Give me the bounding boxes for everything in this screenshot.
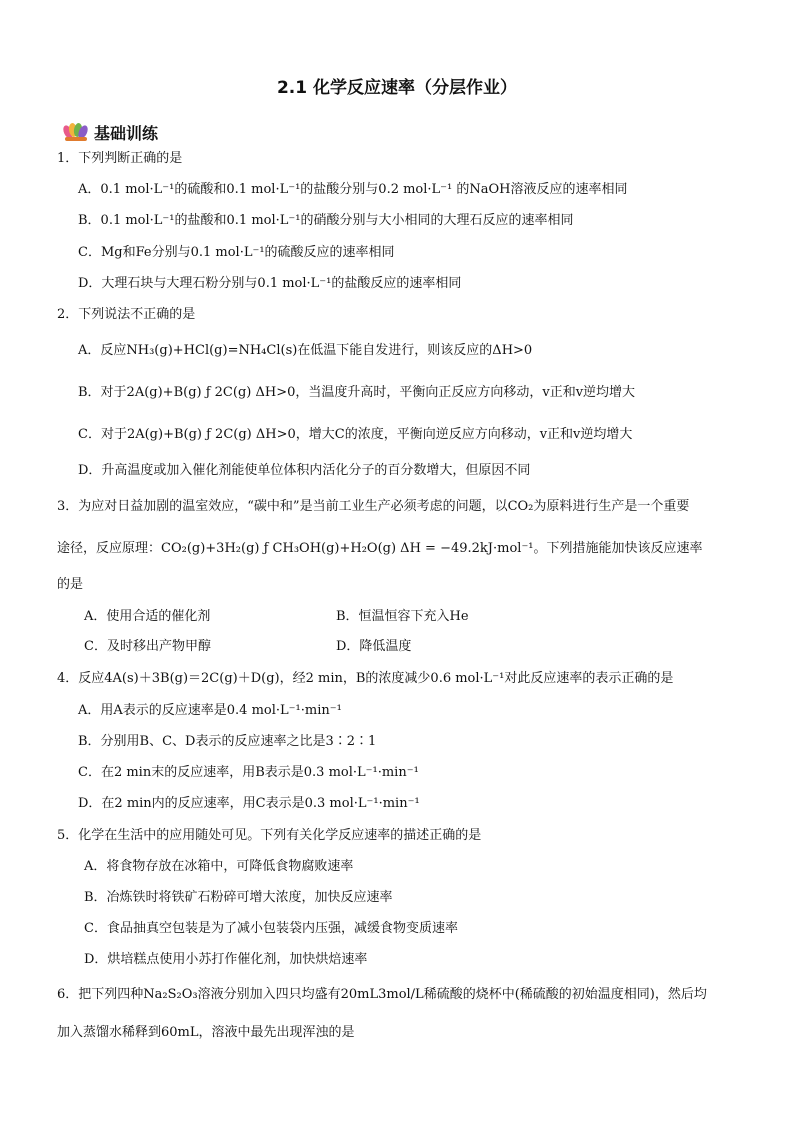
q5-option-b: B．冶炼铁时将铁矿石粉碎可增大浓度，加快反应速率: [84, 890, 393, 905]
q6-stem-line2: 加入蒸馏水稀释到60mL，溶液中最先出现浑浊的是: [57, 1025, 355, 1040]
page-title: 2.1 化学反应速率（分层作业）: [276, 78, 518, 98]
q3-option-c: C．及时移出产物甲醇: [84, 639, 211, 654]
q1-option-a: A．0.1 mol·L⁻¹的硫酸和0.1 mol·L⁻¹的盐酸分别与0.2 mol·L⁻¹ 的NaOH溶液反应的速率相同: [78, 182, 628, 197]
q5-option-a: A．将食物存放在冰箱中，可降低食物腐败速率: [84, 859, 354, 874]
q2-option-b: B．对于2A(g)+B(g) ƒ 2C(g) ΔH>0，当温度升高时，平衡向正反应方向移动，v正和v逆均增大: [78, 385, 636, 400]
q5-stem: 5．化学在生活中的应用随处可见。下列有关化学反应速率的描述正确的是: [57, 828, 482, 843]
q4-option-c: C．在2 min末的反应速率，用B表示是0.3 mol·L⁻¹·min⁻¹: [78, 765, 419, 780]
q1-option-c: C．Mg和Fe分别与0.1 mol·L⁻¹的硫酸反应的速率相同: [78, 245, 395, 260]
section-header: [62, 121, 158, 143]
q3-stem-line3: 的是: [57, 577, 84, 592]
q4-option-b: B．分别用B、C、D表示的反应速率之比是3∶2∶1: [78, 734, 377, 749]
q3-option-a: A．使用合适的催化剂: [84, 609, 211, 624]
q3-stem-line1: 3．为应对日益加剧的温室效应，“碳中和”是当前工业生产必须考虑的问题，以CO₂为原料进行生产是一个重要: [57, 499, 690, 514]
q1-stem: 1．下列判断正确的是: [57, 151, 183, 166]
q6-stem-line1: 6．把下列四种Na₂S₂O₃溶液分别加入四只均盛有20mL3mol/L稀硫酸的烧杯中(稀硫酸的初始温度相同)，然后均: [57, 987, 707, 1002]
q4-option-a: A．用A表示的反应速率是0.4 mol·L⁻¹·min⁻¹: [78, 703, 342, 718]
q3-stem-line2: 途径，反应原理：CO₂(g)+3H₂(g) ƒ CH₃OH(g)+H₂O(g) ΔH = −49.2kJ·mol⁻¹。下列措施能加快该反应速率: [57, 541, 703, 556]
q1-option-b: B．0.1 mol·L⁻¹的盐酸和0.1 mol·L⁻¹的硝酸分别与大小相同的大理石反应的速率相同: [78, 213, 574, 228]
q4-stem: 4．反应4A(s)＋3B(g)＝2C(g)＋D(g)，经2 min，B的浓度减少0.6 mol·L⁻¹对此反应速率的表示正确的是: [57, 671, 674, 686]
flower-icon: [62, 122, 90, 142]
q5-option-c: C．食品抽真空包装是为了减小包装袋内压强，减缓食物变质速率: [84, 921, 458, 936]
q4-option-d: D．在2 min内的反应速率，用C表示是0.3 mol·L⁻¹·min⁻¹: [78, 796, 420, 811]
section-label: 基础训练: [94, 123, 159, 143]
q3-option-d: D．降低温度: [336, 639, 412, 654]
q2-option-a: A．反应NH₃(g)+HCl(g)=NH₄Cl(s)在低温下能自发进行，则该反应的ΔH>0: [78, 343, 533, 358]
q5-option-d: D．烘培糕点使用小苏打作催化剂，加快烘焙速率: [84, 952, 368, 967]
q2-stem: 2．下列说法不正确的是: [57, 307, 196, 322]
q3-option-b: B．恒温恒容下充入He: [336, 609, 469, 624]
q2-option-d: D．升高温度或加入催化剂能使单位体积内活化分子的百分数增大，但原因不同: [78, 463, 531, 478]
q1-option-d: D．大理石块与大理石粉分别与0.1 mol·L⁻¹的盐酸反应的速率相同: [78, 276, 462, 291]
q2-option-c: C．对于2A(g)+B(g) ƒ 2C(g) ΔH>0，增大C的浓度，平衡向逆反应方向移动，v正和v逆均增大: [78, 427, 633, 442]
